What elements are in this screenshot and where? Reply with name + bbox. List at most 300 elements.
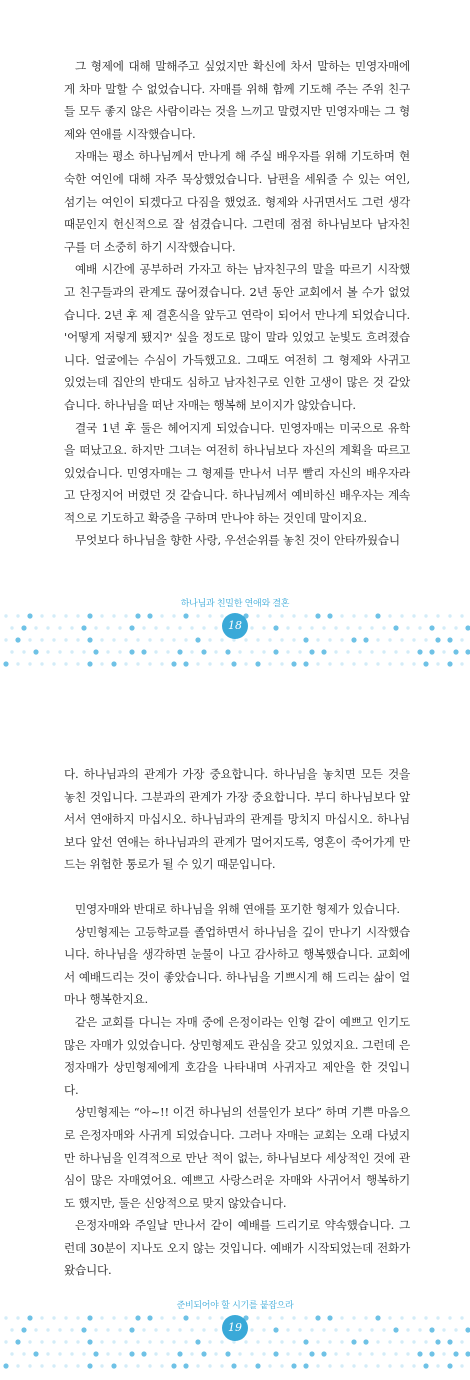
- decorative-dot: [136, 1340, 139, 1343]
- decorative-dot: [100, 614, 103, 617]
- decorative-dot: [160, 1340, 163, 1343]
- decorative-dot: [304, 614, 307, 617]
- decorative-dot: [412, 662, 415, 665]
- decorative-dot: [280, 1316, 283, 1319]
- decorative-dot: [435, 637, 440, 642]
- decorative-dot: [172, 1340, 175, 1343]
- decorative-dot: [76, 1364, 79, 1367]
- decorative-dot: [352, 614, 355, 617]
- decorative-dot: [388, 662, 391, 665]
- decorative-dot: [225, 1351, 230, 1356]
- decorative-dot: [28, 1340, 31, 1343]
- decorative-dot: [256, 614, 259, 617]
- decorative-dot: [166, 1328, 169, 1331]
- decorative-dot: [70, 1328, 73, 1331]
- decorative-dot: [352, 1364, 355, 1367]
- decorative-dot: [112, 1340, 115, 1343]
- decorative-dot: [27, 613, 32, 618]
- decorative-dot: [208, 1316, 211, 1319]
- decorative-dot: [328, 638, 331, 641]
- decorative-dot: [64, 1364, 67, 1367]
- decorative-dot: [447, 1363, 452, 1368]
- decorative-dot: [364, 614, 367, 617]
- decorative-dot: [177, 1351, 182, 1356]
- decorative-dot: [460, 1364, 463, 1367]
- decorative-dot: [64, 614, 67, 617]
- decorative-dot: [46, 626, 49, 629]
- decorative-dot: [334, 1352, 337, 1355]
- decorative-dot: [435, 1339, 440, 1344]
- paragraph: 무엇보다 하나님을 향한 사랑, 우선순위를 놓친 것이 안타까웠습니: [75, 533, 400, 548]
- decorative-dot: [184, 1340, 187, 1343]
- decorative-dot: [154, 650, 157, 653]
- decorative-dot: [442, 1352, 445, 1355]
- decorative-dot: [28, 662, 31, 665]
- decorative-dot: [64, 638, 67, 641]
- decorative-dot: [321, 1351, 326, 1356]
- decorative-dot: [111, 1363, 116, 1368]
- decorative-dot: [316, 662, 319, 665]
- decorative-dot: [268, 1364, 271, 1367]
- decorative-dot: [273, 1351, 278, 1356]
- decorative-dot: [298, 626, 301, 629]
- decorative-dot: [256, 1316, 259, 1319]
- decorative-dot: [250, 626, 253, 629]
- decorative-dot: [93, 1351, 98, 1356]
- decorative-dot: [364, 1364, 367, 1367]
- decorative-dot: [220, 638, 223, 641]
- decorative-dot: [298, 650, 301, 653]
- decorative-dot: [160, 638, 163, 641]
- paragraph: 자매는 평소 하나님께서 만나게 해 주실 배우자를 위해 기도하며 현숙한 여인에 대해 자주 묵상했었습니다. 남편을 세워줄 수 있는 여인, 섬기는 여인이 되겠다고 다짐을 했었죠. 형제와 사귀면서도 그런 생각 때문인지 헌신적으로 잘 섬겼습니다. 그런데 점점 하나님보다 남자친구를 더 소중히 하기 시작했습니다.: [64, 149, 410, 254]
- decorative-dot: [291, 1363, 296, 1368]
- decorative-dot: [87, 661, 92, 666]
- decorative-dot: [382, 1352, 385, 1355]
- decorative-dot: [202, 626, 205, 629]
- decorative-dot: [64, 1340, 67, 1343]
- decorative-dot: [100, 1316, 103, 1319]
- decorative-dot: [400, 638, 403, 641]
- decorative-dot: [238, 650, 241, 653]
- decorative-dot: [10, 1352, 13, 1355]
- decorative-dot: [321, 649, 326, 654]
- decorative-dot: [303, 637, 308, 642]
- decorative-dot: [220, 662, 223, 665]
- decorative-dot: [298, 1328, 301, 1331]
- decorative-dot: [148, 638, 151, 641]
- decorative-dot: [412, 638, 415, 641]
- decorative-dot: [64, 1316, 67, 1319]
- decorative-dot: [292, 638, 295, 641]
- decorative-dot: [412, 1340, 415, 1343]
- decorative-dot: [171, 661, 176, 666]
- decorative-dot: [400, 1364, 403, 1367]
- decorative-dot: [154, 1352, 157, 1355]
- decorative-dot: [112, 1316, 115, 1319]
- decorative-dot: [33, 1351, 38, 1356]
- decorative-dot: [34, 1328, 37, 1331]
- decorative-dot: [454, 1328, 457, 1331]
- decorative-dot: [460, 638, 463, 641]
- decorative-dot: [196, 1316, 199, 1319]
- decorative-dot: [3, 661, 8, 666]
- decorative-dot: [40, 614, 43, 617]
- paragraph: 예배 시간에 공부하러 가자고 하는 남자친구의 말을 따르기 시작했고 친구들과의 관계도 끊어졌습니다. 2년 동안 교회에서 볼 수가 없었습니다. 2년 후 제 결혼식을 앞두고 연락이 되어서 만나게 되었습니다. '어떻게 저렇게 됐지?' 싶을 정도로 많이 말라 있었고 눈빛도 흐려졌습니다. 얼굴에는 수심이 가득했고요. 그때도 여전히 그 형제와 사귀고 있었는데 집안의 반대도 심하고 남자친구로 인한 고생이 많은 것 같았습니다. 하나님을 떠난 자매는 행복해 보이지가 않았습니다.: [64, 262, 410, 412]
- decorative-dot: [118, 650, 121, 653]
- decorative-dot: [58, 1352, 61, 1355]
- decorative-dot: [376, 638, 379, 641]
- decorative-dot: [393, 1327, 398, 1332]
- running-footer-title: 준비되어야 할 시기를 붙잡으라: [176, 1301, 294, 1311]
- decorative-dot: [94, 626, 97, 629]
- decorative-dot: [220, 1316, 223, 1319]
- decorative-dot: [465, 625, 470, 630]
- decorative-dot: [40, 1316, 43, 1319]
- decorative-dot: [465, 1327, 470, 1332]
- decorative-dot: [183, 613, 188, 618]
- decorative-dot: [375, 613, 380, 618]
- decorative-dot: [316, 638, 319, 641]
- decorative-dot: [286, 1352, 289, 1355]
- decorative-dot: [303, 661, 308, 666]
- decorative-dot: [178, 626, 181, 629]
- decorative-dot: [256, 638, 259, 641]
- decorative-dot: [21, 625, 26, 630]
- decorative-dot: [406, 626, 409, 629]
- decorative-dot: [291, 661, 296, 666]
- decorative-dot: [40, 1340, 43, 1343]
- decorative-dot: [148, 1364, 151, 1367]
- decorative-dot: [147, 1315, 152, 1320]
- decorative-dot: [208, 1364, 211, 1367]
- decorative-dot: [190, 650, 193, 653]
- decorative-dot: [376, 662, 379, 665]
- decorative-dot: [250, 1352, 253, 1355]
- decorative-dot: [447, 637, 452, 642]
- paragraph: 다. 하나님과의 관계가 가장 중요합니다. 하나님을 놓치면 모든 것을 놓친 것입니다. 그분과의 관계가 가장 중요합니다. 부디 하나님보다 앞서서 연애하지 마십시오. 하나님과의 관계를 망치지 마십시오. 하나님보다 앞선 연애는 하나님과의 관계가 멀어지도록, 영혼이 죽어가게 만드는 위험한 통로가 될 수 있기 때문입니다.: [64, 767, 410, 872]
- decorative-dot: [400, 1316, 403, 1319]
- decorative-dot: [46, 650, 49, 653]
- decorative-dot: [112, 614, 115, 617]
- decorative-dot: [262, 626, 265, 629]
- decorative-dot: [424, 1316, 427, 1319]
- decorative-dot: [352, 1316, 355, 1319]
- decorative-dot: [172, 1316, 175, 1319]
- decorative-dot: [351, 1339, 356, 1344]
- body-text: [64, 763, 410, 1282]
- decorative-dot: [442, 1328, 445, 1331]
- decorative-dot: [220, 614, 223, 617]
- decorative-dot: [244, 1364, 247, 1367]
- decorative-dot: [388, 638, 391, 641]
- decorative-dot: [195, 1339, 200, 1344]
- decorative-dot: [111, 661, 116, 666]
- decorative-dot: [142, 626, 145, 629]
- decorative-dot: [453, 649, 458, 654]
- decorative-dot: [309, 649, 314, 654]
- decorative-dot: [412, 614, 415, 617]
- decorative-dot: [417, 1351, 422, 1356]
- decorative-dot: [129, 1327, 134, 1332]
- decorative-dot: [255, 1363, 260, 1368]
- decorative-dot: [280, 662, 283, 665]
- decorative-dot: [244, 662, 247, 665]
- decorative-dot: [196, 614, 199, 617]
- decorative-dot: [370, 1328, 373, 1331]
- decorative-dot: [214, 1328, 217, 1331]
- decorative-dot: [382, 626, 385, 629]
- decorative-dot: [184, 638, 187, 641]
- decorative-dot: [58, 626, 61, 629]
- decorative-dot: [171, 1363, 176, 1368]
- decorative-dot: [40, 662, 43, 665]
- decorative-dot: [310, 1328, 313, 1331]
- decorative-dot: [334, 1328, 337, 1331]
- decorative-dot: [166, 626, 169, 629]
- decorative-dot: [363, 1339, 368, 1344]
- paragraph: 상민형제는 “아~!! 이건 하나님의 선물인가 보다” 하며 기쁜 마음으로 은정자매와 사귀게 되었습니다. 그러나 자매는 교회는 오래 다녔지만 하나님을 인격적으로 만난 적이 없는, 하나님보다 세상적인 것에 관심이 많은 자매였어요. 예쁘고 사랑스러운 자매와 사귀어서 행복하기도 했지만, 둘은 신앙적으로 맞지 않았습니다.: [64, 1105, 410, 1210]
- decorative-dot: [334, 650, 337, 653]
- decorative-dot: [273, 649, 278, 654]
- decorative-dot: [201, 1351, 206, 1356]
- decorative-dot: [340, 1316, 343, 1319]
- decorative-dot: [358, 1328, 361, 1331]
- decorative-dot: [154, 1328, 157, 1331]
- decorative-dot: [58, 1328, 61, 1331]
- decorative-dot: [273, 1327, 278, 1332]
- decorative-dot: [453, 1351, 458, 1356]
- decorative-dot: [183, 1315, 188, 1320]
- decorative-dot: [10, 626, 13, 629]
- decorative-dot: [423, 661, 428, 666]
- decorative-dot: [406, 1328, 409, 1331]
- decorative-dot: [118, 626, 121, 629]
- decorative-dot: [4, 614, 7, 617]
- decorative-dot: [340, 1364, 343, 1367]
- decorative-dot: [70, 1352, 73, 1355]
- decorative-dot: [100, 1340, 103, 1343]
- decorative-dot: [327, 1315, 332, 1320]
- decorative-dot: [465, 649, 470, 654]
- decorative-dot: [298, 1352, 301, 1355]
- decorative-dot: [328, 662, 331, 665]
- decorative-dot: [148, 662, 151, 665]
- decorative-dot: [388, 1364, 391, 1367]
- decorative-dot: [358, 1352, 361, 1355]
- decorative-dot: [22, 1352, 25, 1355]
- decorative-dot: [244, 638, 247, 641]
- decorative-dot: [447, 661, 452, 666]
- page-number-badge: 18: [222, 613, 248, 639]
- running-footer-title: 하나님과 친밀한 연애와 결혼: [180, 599, 290, 609]
- decorative-dot: [460, 662, 463, 665]
- decorative-dot: [46, 1328, 49, 1331]
- decorative-dot: [202, 1328, 205, 1331]
- decorative-dot: [340, 1340, 343, 1343]
- decorative-dot: [40, 638, 43, 641]
- decorative-dot: [436, 662, 439, 665]
- decorative-dot: [135, 1315, 140, 1320]
- decorative-dot: [358, 626, 361, 629]
- decorative-dot: [370, 1352, 373, 1355]
- decorative-dot: [447, 1339, 452, 1344]
- decorative-dot: [76, 662, 79, 665]
- decorative-dot: [82, 1352, 85, 1355]
- decorative-dot: [177, 649, 182, 654]
- decorative-dot: [136, 662, 139, 665]
- body-text: [64, 55, 410, 552]
- decorative-dot: [214, 1352, 217, 1355]
- decorative-dot: [429, 1351, 434, 1356]
- decorative-dot: [256, 1340, 259, 1343]
- decorative-dot: [322, 1328, 325, 1331]
- decorative-dot: [141, 649, 146, 654]
- decorative-dot: [394, 650, 397, 653]
- decorative-dot: [393, 625, 398, 630]
- decorative-dot: [370, 650, 373, 653]
- decorative-dot: [16, 662, 19, 665]
- decorative-dot: [33, 649, 38, 654]
- decorative-dot: [376, 1364, 379, 1367]
- decorative-dot: [52, 1316, 55, 1319]
- decorative-dot: [82, 650, 85, 653]
- decorative-dot: [238, 1352, 241, 1355]
- decorative-dot: [400, 1340, 403, 1343]
- decorative-dot: [268, 662, 271, 665]
- decorative-dot: [100, 638, 103, 641]
- decorative-dot: [376, 1340, 379, 1343]
- decorative-dot: [94, 1328, 97, 1331]
- decorative-dot: [28, 1364, 31, 1367]
- decorative-dot: [442, 626, 445, 629]
- decorative-dot: [76, 1316, 79, 1319]
- decorative-dot: [118, 1352, 121, 1355]
- decorative-dot: [429, 625, 434, 630]
- decorative-dot: [135, 613, 140, 618]
- decorative-dot: [52, 1340, 55, 1343]
- decorative-dot: [208, 1340, 211, 1343]
- decorative-dot: [214, 650, 217, 653]
- decorative-dot: [328, 1364, 331, 1367]
- decorative-dot: [250, 650, 253, 653]
- decorative-dot: [310, 626, 313, 629]
- decorative-dot: [195, 637, 200, 642]
- paragraph: 같은 교회를 다니는 자매 중에 은정이라는 인형 같이 예쁘고 인기도 많은 자매가 있었습니다. 상민형제도 관심을 갖고 있었지요. 그런데 은정자매가 상민형제에게 호감을 나타내며 사귀자고 제안을 한 것입니다.: [64, 1014, 410, 1097]
- decorative-dot: [304, 1316, 307, 1319]
- decorative-dot: [148, 1340, 151, 1343]
- decorative-dot: [429, 1327, 434, 1332]
- decorative-dot: [363, 637, 368, 642]
- decorative-dot: [141, 1351, 146, 1356]
- decorative-dot: [172, 614, 175, 617]
- decorative-dot: [81, 1327, 86, 1332]
- decorative-dot: [280, 614, 283, 617]
- decorative-dot: [160, 614, 163, 617]
- decorative-dot: [106, 626, 109, 629]
- decorative-dot: [183, 661, 188, 666]
- decorative-dot: [406, 650, 409, 653]
- decorative-dot: [208, 638, 211, 641]
- decorative-dot: [124, 1364, 127, 1367]
- decorative-dot: [129, 625, 134, 630]
- decorative-dot: [231, 661, 236, 666]
- decorative-dot: [400, 614, 403, 617]
- decorative-dot: [106, 1352, 109, 1355]
- decorative-dot: [136, 1364, 139, 1367]
- decorative-dot: [364, 1316, 367, 1319]
- decorative-dot: [303, 1339, 308, 1344]
- decorative-dot: [315, 613, 320, 618]
- decorative-dot: [340, 614, 343, 617]
- decorative-dot: [124, 614, 127, 617]
- decorative-dot: [424, 638, 427, 641]
- decorative-dot: [346, 1352, 349, 1355]
- decorative-dot: [255, 661, 260, 666]
- paragraph: 은정자매와 주일날 만나서 같이 예배를 드리기로 약속했습니다. 그런데 30분이 지나도 오지 않는 것입니다. 예배가 시작되었는데 전화가 왔습니다.: [64, 1218, 410, 1278]
- decorative-dot: [100, 1364, 103, 1367]
- decorative-dot: [412, 1316, 415, 1319]
- decorative-dot: [58, 650, 61, 653]
- decorative-dot: [460, 1316, 463, 1319]
- decorative-dot: [465, 1351, 470, 1356]
- decorative-dot: [292, 1316, 295, 1319]
- decorative-dot: [166, 1352, 169, 1355]
- decorative-dot: [172, 638, 175, 641]
- decorative-dot: [286, 626, 289, 629]
- paragraph: 그 형제에 대해 말해주고 싶었지만 확신에 차서 말하는 민영자매에게 차마 말할 수 없었습니다. 자매를 위해 함께 기도해 주는 주위 친구들 모두 좋지 않은 사람이라는 것을 느끼고 말렸지만 민영자매는 그 형제와 연애를 시작했습니다.: [64, 59, 410, 141]
- decorative-dot: [142, 1328, 145, 1331]
- decorative-dot: [460, 1340, 463, 1343]
- decorative-dot: [4, 1340, 7, 1343]
- decorative-dot: [346, 626, 349, 629]
- decorative-dot: [442, 650, 445, 653]
- page-right: [0, 690, 470, 1379]
- decorative-dot: [382, 650, 385, 653]
- decorative-dot: [418, 626, 421, 629]
- decorative-dot: [46, 1352, 49, 1355]
- decorative-dot: [220, 1340, 223, 1343]
- decorative-dot: [316, 1340, 319, 1343]
- decorative-dot: [52, 662, 55, 665]
- decorative-dot: [154, 626, 157, 629]
- decorative-dot: [334, 626, 337, 629]
- decorative-dot: [244, 1340, 247, 1343]
- decorative-dot: [196, 662, 199, 665]
- decorative-dot: [178, 1328, 181, 1331]
- decorative-dot: [262, 1352, 265, 1355]
- decorative-dot: [147, 613, 152, 618]
- decorative-dot: [3, 1363, 8, 1368]
- decorative-dot: [262, 650, 265, 653]
- decorative-dot: [34, 626, 37, 629]
- paragraph: 상민형제는 고등학교를 졸업하면서 하나님을 깊이 만나기 시작했습니다. 하나님을 생각하면 눈물이 나고 감사하고 행복했습니다. 교회에서 예배드리는 것이 좋았습니다. 하나님을 기쁘시게 해 드리는 삶이 얼마나 행복한지요.: [64, 924, 410, 1007]
- decorative-dot: [268, 638, 271, 641]
- decorative-dot: [448, 1316, 451, 1319]
- decorative-dot: [423, 1363, 428, 1368]
- decorative-dot: [129, 649, 134, 654]
- decorative-dot: [286, 1328, 289, 1331]
- decorative-dot: [268, 1340, 271, 1343]
- decorative-dot: [10, 1328, 13, 1331]
- decorative-dot: [160, 1364, 163, 1367]
- page-number-badge: 19: [222, 1315, 248, 1341]
- decorative-dot: [124, 1316, 127, 1319]
- decorative-dot: [87, 637, 92, 642]
- decorative-dot: [76, 1340, 79, 1343]
- decorative-dot: [64, 662, 67, 665]
- decorative-dot: [292, 614, 295, 617]
- decorative-dot: [190, 1352, 193, 1355]
